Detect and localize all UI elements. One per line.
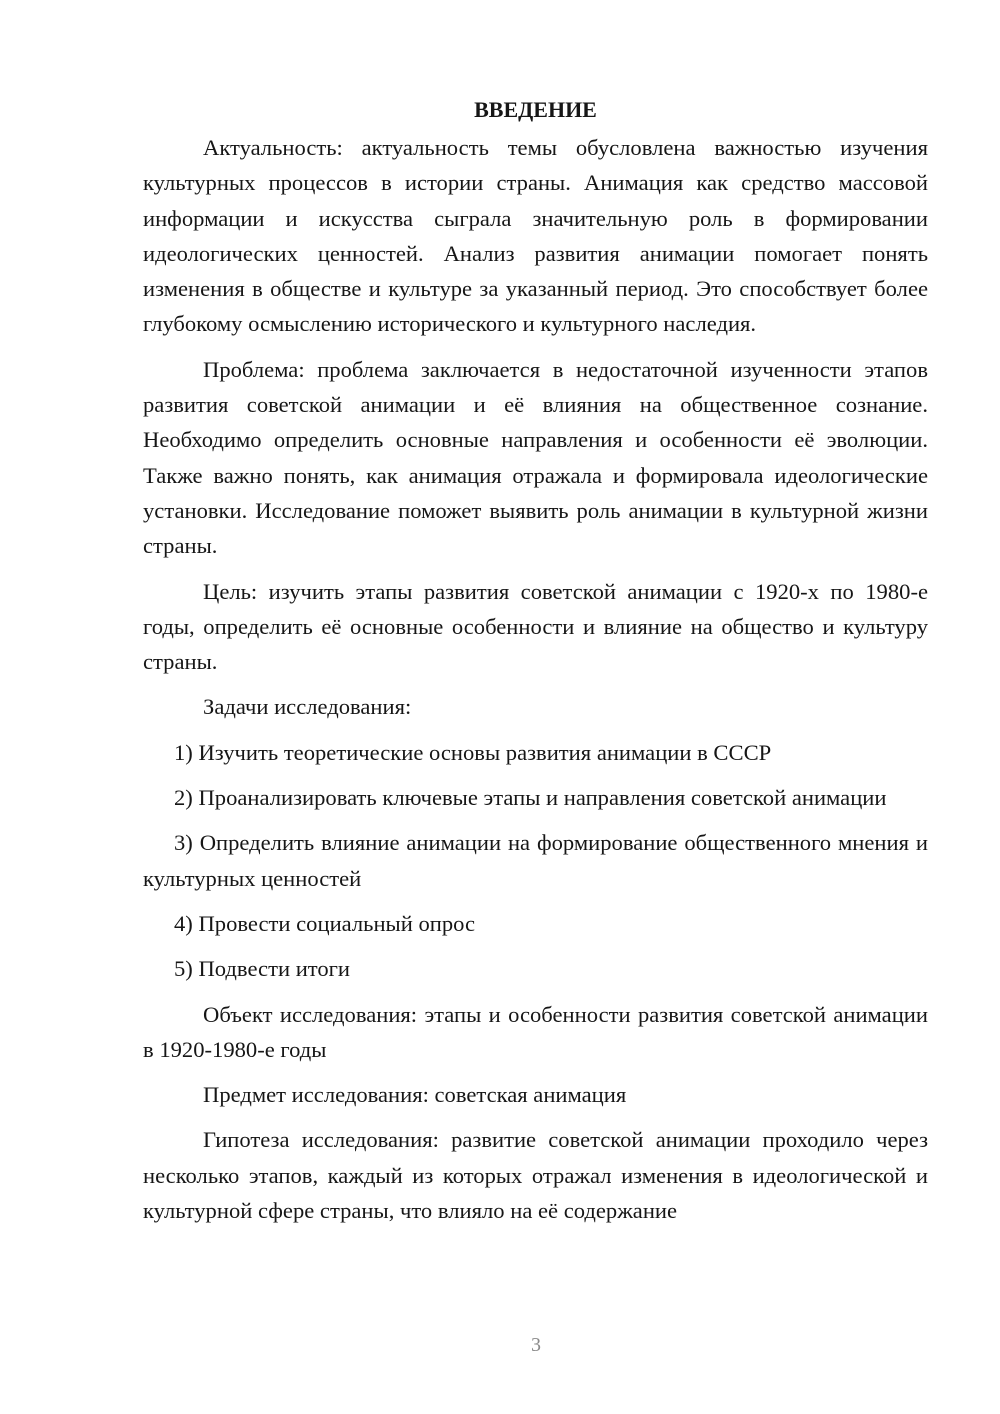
hypothesis-paragraph: Гипотеза исследования: развитие советской анимации проходило через несколько этапов, каждый из которых отражал изменения в идеологической и культурной сфере страны, что влияло на её содержание (143, 1127, 928, 1224)
goal-paragraph: Цель: изучить этапы развития советской анимации с 1920-х по 1980-е годы, определить её основные особенности и влияние на общество и культуру страны. (143, 578, 928, 675)
task-item: 5) Подвести итоги (174, 956, 351, 982)
task-item: 1) Изучить теоретические основы развития анимации в СССР (174, 739, 772, 765)
object-paragraph: Объект исследования: этапы и особенности развития советской анимации в 1920-1980-е годы (143, 1001, 928, 1062)
subject-paragraph: Предмет исследования: советская анимация (203, 1082, 627, 1108)
document-page (143, 92, 928, 1228)
task-item: 2) Проанализировать ключевые этапы и направления советской анимации (174, 785, 887, 811)
task-item: 4) Провести социальный опрос (174, 910, 476, 936)
task-item: 3) Определить влияние анимации на формирование общественного мнения и культурных ценностей (143, 830, 928, 891)
page-number: 3 (531, 1334, 541, 1356)
relevance-paragraph: Актуальность: актуальность темы обусловлена важностью изучения культурных процессов в истории страны. Анимация как средство массовой информации и искусства сыграла значительную роль в формировании идеологических ценностей. Анализ развития анимации помогает понять изменения в обществе и культуре за указанный период. Это способствует более глубокому осмыслению исторического и культурного наследия. (143, 135, 928, 337)
page-title: ВВЕДЕНИЕ (474, 97, 597, 122)
tasks-heading: Задачи исследования: (203, 694, 412, 720)
problem-paragraph: Проблема: проблема заключается в недостаточной изученности этапов развития советской анимации и её влияния на общественное сознание. Необходимо определить основные направления и особенности её эволюции. Также важно понять, как анимация отражала и формировала идеологические установки. Исследование поможет выявить роль анимации в культурной жизни страны. (143, 356, 928, 559)
